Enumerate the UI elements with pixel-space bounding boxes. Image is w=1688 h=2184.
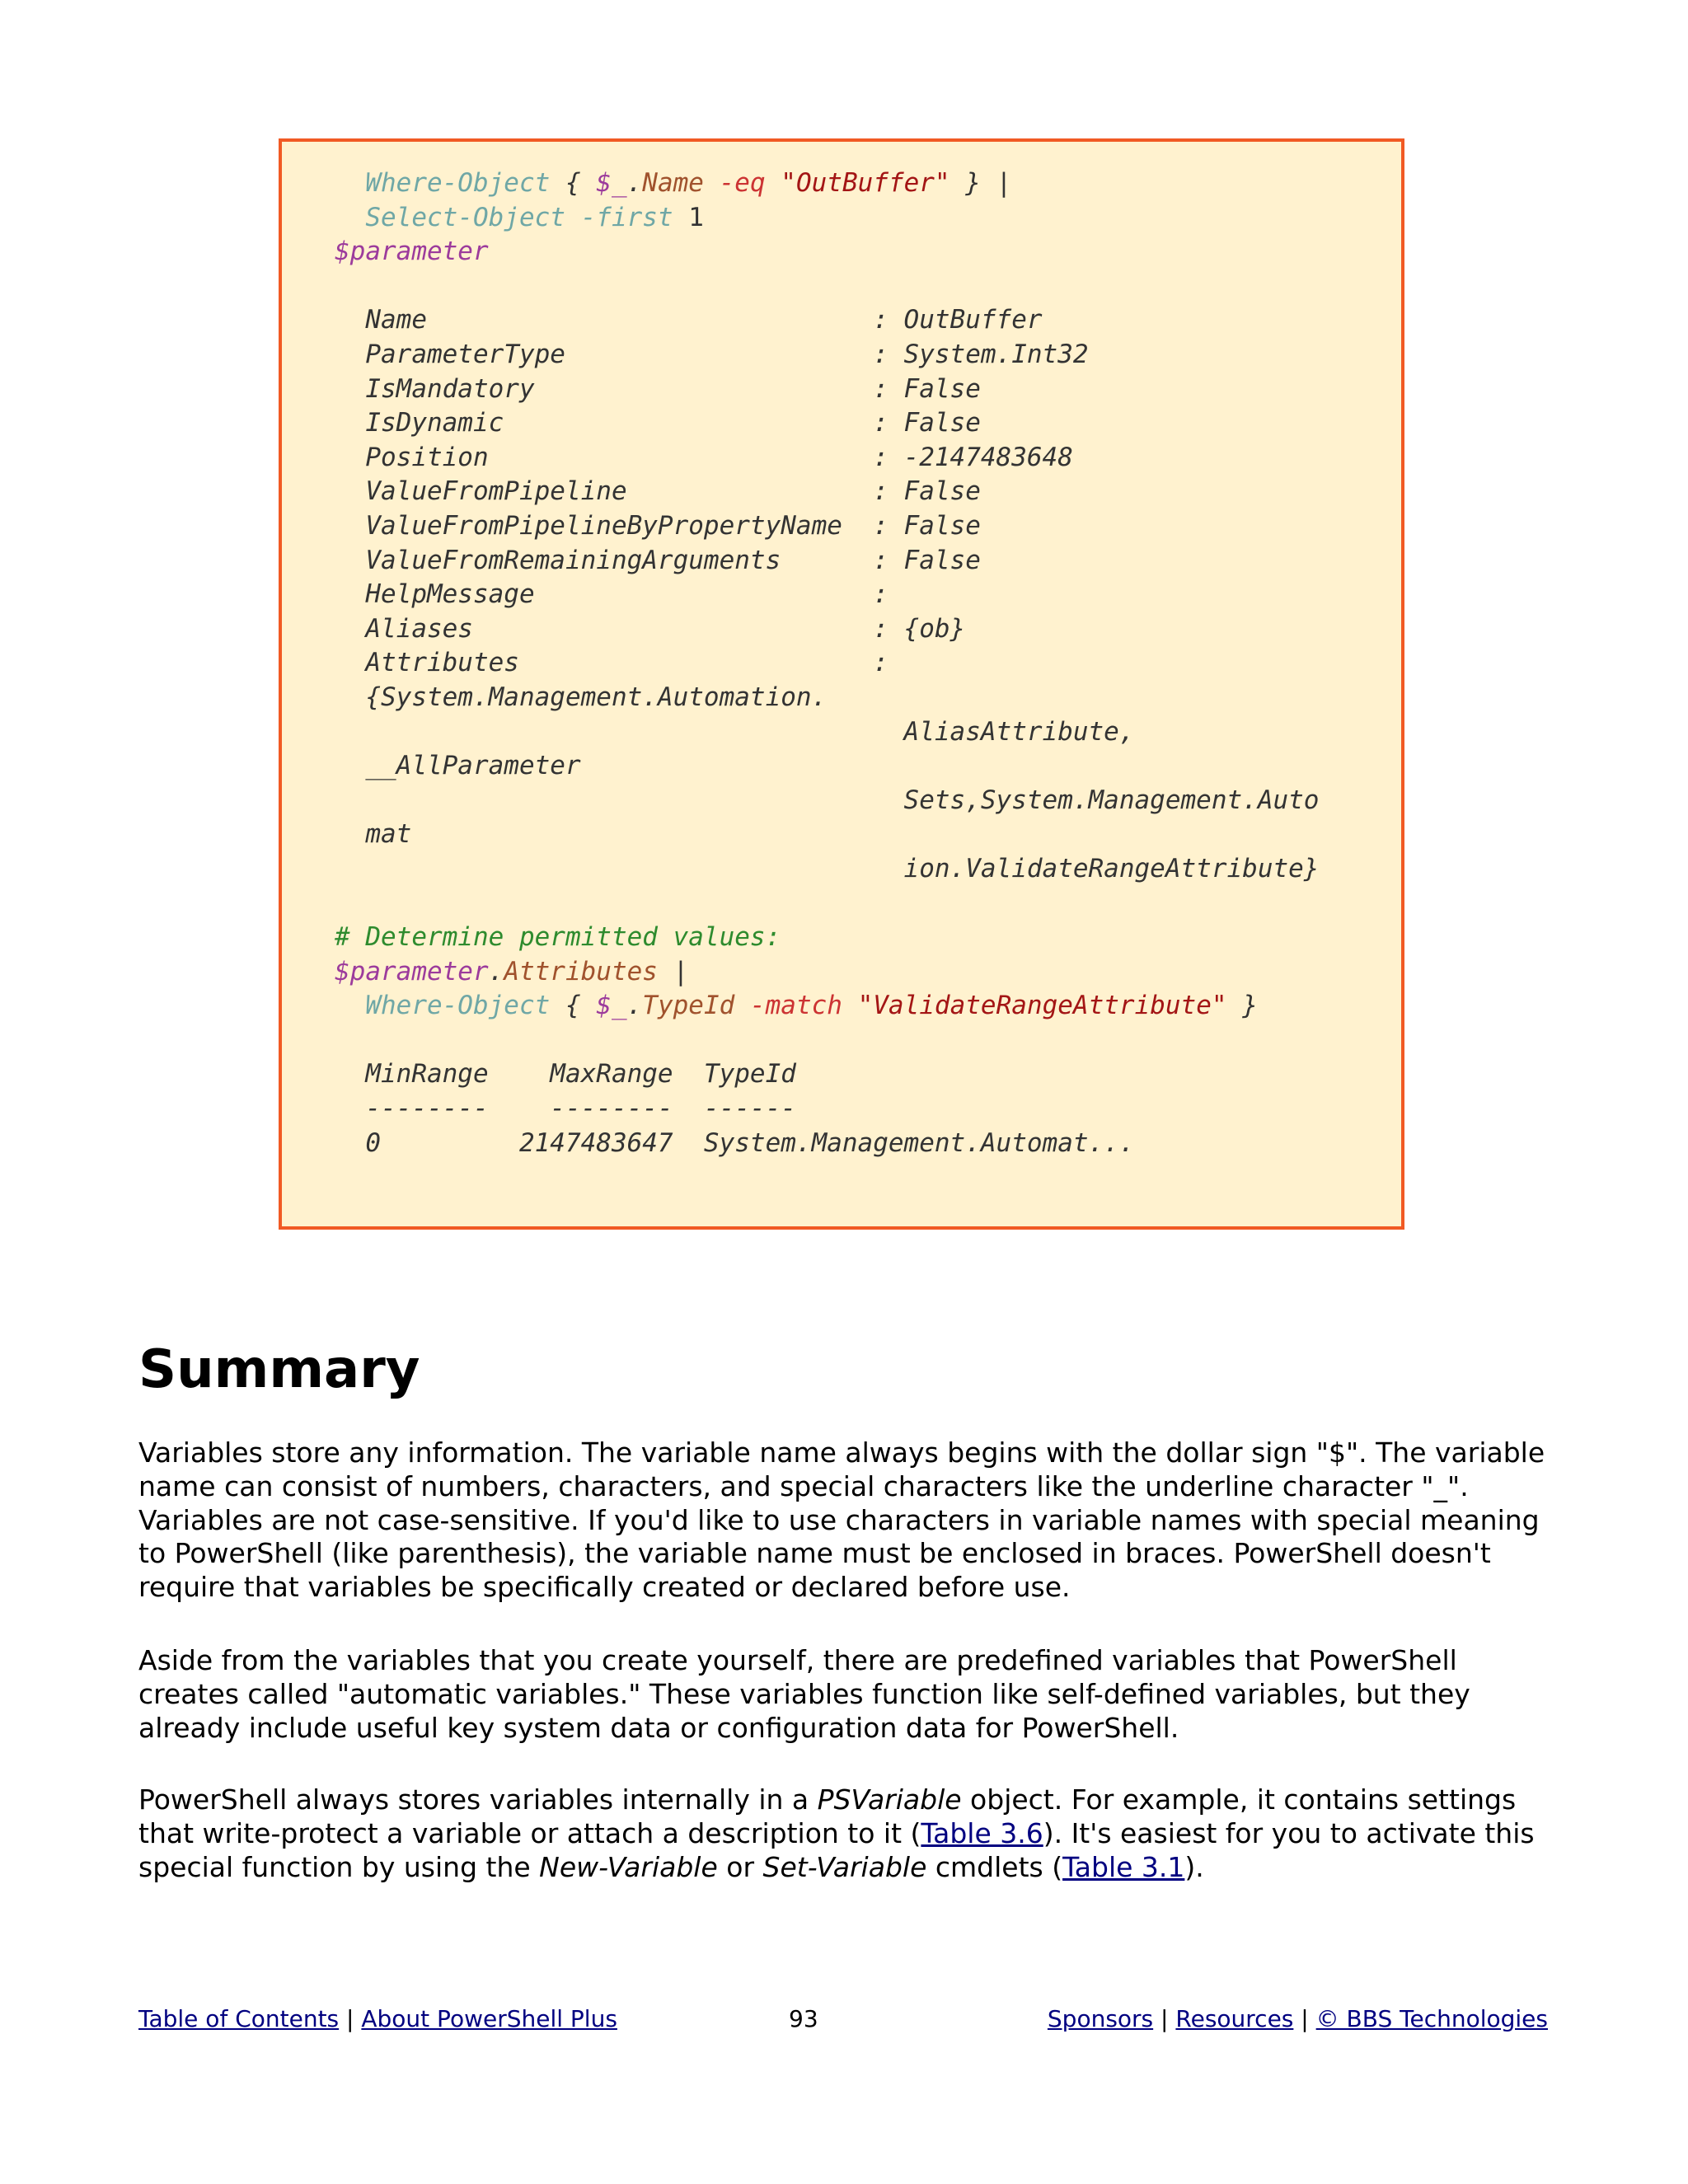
resources-link[interactable]: Resources [1175,2005,1294,2032]
operator-token: -match [749,991,842,1021]
link-table-3-6[interactable]: Table 3.6 [921,1816,1043,1849]
number-token: 1 [688,202,704,232]
output-line: Name : OutBuffer [335,305,1043,335]
string-token: "ValidateRangeAttribute" [857,991,1227,1021]
bbs-technologies-link[interactable]: © BBS Technologies [1315,2005,1548,2032]
output-line: IsMandatory : False [335,373,981,404]
code-line-parameter: $parameter [335,237,489,267]
output-line: AliasAttribute, [335,716,1135,747]
table-row: 0 2147483647 System.Management.Automat... [335,1127,1135,1158]
code-listing-box [279,138,1404,1230]
summary-paragraph-3: PowerShell always stores variables internally in a PSVariable object. For example, it contains settings that write-protect a variable or attach a description to it (Table 3.6). It's easiest for you to activate this special function by using the New-Variable or Set-Variable cmdlets (Table 3.1). [138,1783,1535,1883]
page-number: 93 [789,2005,818,2032]
string-token: "OutBuffer" [781,168,950,198]
output-line: Position : -2147483648 [335,442,1073,472]
output-line: Attributes : [335,648,889,678]
emphasis-new-variable: New-Variable [539,1850,718,1883]
table-separator-row: -------- -------- ------ [335,1094,796,1124]
output-line: ValueFromPipelineByPropertyName : False [335,510,981,541]
output-line: ValueFromPipeline : False [335,476,981,507]
variable-token: $_ [596,991,627,1021]
output-line: Sets,System.Management.Auto [335,785,1320,815]
output-line: ParameterType : System.Int32 [335,339,1089,369]
variable-token: $_ [596,168,627,198]
output-line: ValueFromRemainingArguments : False [335,545,981,575]
output-line: {System.Management.Automation. [335,682,828,712]
code-line-select [335,203,704,232]
property-token: Name [642,168,704,198]
sponsors-link[interactable]: Sponsors [1047,2005,1154,2032]
summary-paragraph-2: Aside from the variables that you create yourself, there are predefined variables that PowerShell creates called "automatic variables." These variables function like self-defined variables, but they already include useful key system data or configuration data for PowerShell. [138,1644,1470,1744]
operator-token: -eq [719,168,766,198]
emphasis-psvariable: PSVariable [817,1783,962,1816]
property-token: TypeId [642,991,735,1021]
code-line-attributes: $parameter.Attributes | [335,956,689,987]
section-heading: Summary [138,1339,420,1400]
output-line: HelpMessage : [335,579,889,610]
property-token: Attributes [504,956,658,987]
table-header-row: MinRange MaxRange TypeId [335,1059,796,1090]
cmdlet-token: Where-Object [365,991,551,1021]
output-line: ion.ValidateRangeAttribute} [335,853,1320,883]
footer-right-links: Sponsors | Resources | © BBS Technologies [1047,2005,1548,2032]
code-line-where-typeid: Where-Object { $_.TypeId -match "ValidateRangeAttribute" } [365,991,1258,1021]
link-table-3-1[interactable]: Table 3.1 [1062,1850,1185,1883]
emphasis-set-variable: Set-Variable [762,1850,927,1883]
code-listing [335,166,1319,1160]
about-powershell-plus-link[interactable]: About PowerShell Plus [361,2005,617,2032]
code-line-where-name: Where-Object { $_.Name -eq "OutBuffer" } | [365,168,1012,198]
cmdlet-token: Where-Object [365,168,551,198]
output-line: IsDynamic : False [335,408,981,438]
footer-left-links: Table of Contents | About PowerShell Plus [138,2005,617,2032]
table-of-contents-link[interactable]: Table of Contents [138,2005,340,2032]
cmdlet-token: Select-Object -first [365,202,673,232]
output-line: mat [335,819,412,850]
output-line: __AllParameter [335,751,581,781]
output-line: Aliases : {ob} [335,613,966,644]
code-comment: # Determine permitted values: [335,922,781,953]
variable-token: $parameter [335,956,489,987]
summary-paragraph-1: Variables store any information. The variable name always begins with the dollar sign "$". The variable name can consist of numbers, characters, and special characters like the underline character "_". Variables are not case-sensitive. If you'd like to use characters in variable names with special meaning to PowerShell (like parenthesis), the variable name must be enclosed in braces. PowerShell doesn't require that variables be specifically created or declared before use. [138,1436,1545,1604]
